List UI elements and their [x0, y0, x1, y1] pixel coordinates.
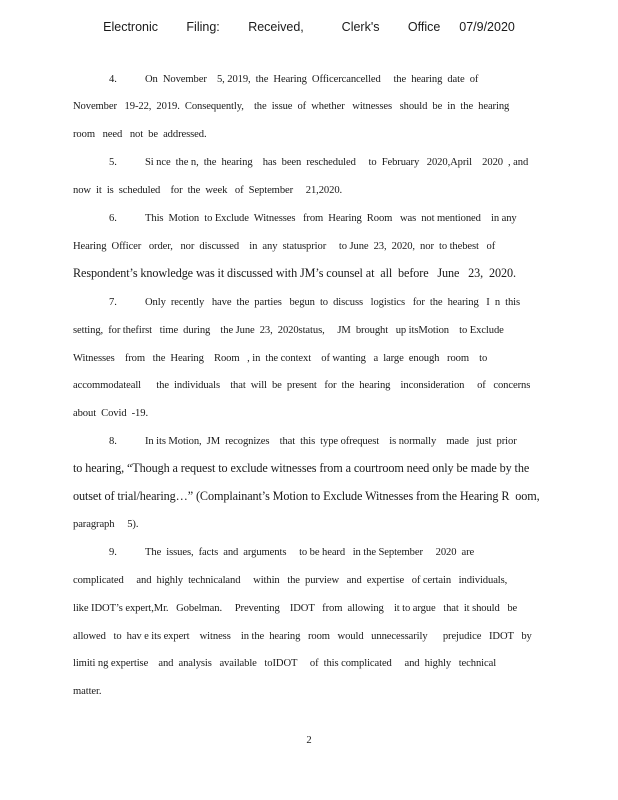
paragraph-number: 6.	[109, 213, 117, 224]
paragraph-text: Si nce the n, the hearing has been rescheduled to February 2020,April 2020 , and	[145, 157, 529, 168]
paragraph-7-line-1	[109, 296, 520, 309]
paragraph-9-line-4: allowed to hav e its expert witness in the hearing room would unnecessarily prejudice IDOT by	[73, 631, 532, 642]
paragraph-number: 4.	[109, 74, 117, 85]
paragraph-8-line-4: paragraph 5).	[73, 519, 139, 530]
paragraph-5-line-1	[109, 156, 528, 169]
paragraph-6-line-1	[109, 212, 517, 225]
paragraph-number: 5.	[109, 157, 117, 168]
paragraph-7-line-3: Witnesses from the Hearing Room , in the context of wanting a large enough room to	[73, 353, 488, 364]
paragraph-4-line-2: November 19-22, 2019. Consequently, the issue of whether witnesses should be in the hearing	[73, 101, 510, 112]
paragraph-9-line-6: matter.	[73, 686, 102, 697]
page-number: 2	[306, 735, 312, 746]
paragraph-text: In its Motion, JM recognizes that this type ofrequest is normally made just prior	[145, 436, 517, 447]
paragraph-text: On November 5, 2019, the Hearing Officercancelled the hearing date of	[145, 74, 479, 85]
paragraph-4-line-1	[109, 73, 478, 86]
paragraph-text: The issues, facts and arguments to be heard in the September 2020 are	[145, 547, 475, 558]
paragraph-9-line-2: complicated and highly technicaland within the purview and expertise of certain individuals,	[73, 575, 508, 586]
paragraph-6-line-3: Respondent’s knowledge was it discussed with JM’s counsel at all before June 23, 2020.	[73, 266, 516, 280]
paragraph-7-line-5: about Covid -19.	[73, 408, 148, 419]
paragraph-8-line-1	[109, 435, 517, 448]
paragraph-number: 9.	[109, 547, 117, 558]
paragraph-4-line-3: room need not be addressed.	[73, 129, 207, 140]
paragraph-9-line-1	[109, 546, 474, 559]
paragraph-7-line-4: accommodateall the individuals that will be present for the hearing inconsideration of concerns	[73, 380, 531, 391]
paragraph-number: 7.	[109, 297, 117, 308]
paragraph-5-line-2: now it is scheduled for the week of September 21,2020.	[73, 185, 343, 196]
paragraph-number: 8.	[109, 436, 117, 447]
paragraph-6-line-2: Hearing Officer order, nor discussed in any statusprior to June 23, 2020, nor to thebest of	[73, 241, 496, 252]
paragraph-text: Only recently have the parties begun to discuss logistics for the hearing I n this	[145, 297, 521, 308]
paragraph-text: This Motion to Exclude Witnesses from Hearing Room was not mentioned in any	[145, 213, 517, 224]
paragraph-9-line-5: limiti ng expertise and analysis available toIDOT of this complicated and highly technical	[73, 658, 497, 669]
paragraph-9-line-3: like IDOT’s expert,Mr. Gobelman. Preventing IDOT from allowing it to argue that it should be	[73, 603, 518, 614]
filing-header: Electronic Filing: Received, Clerk's Office 07/9/2020	[103, 20, 515, 34]
paragraph-7-line-2: setting, for thefirst time during the June 23, 2020status, JM brought up itsMotion to Exclude	[73, 325, 504, 336]
paragraph-8-line-3: outset of trial/hearing…” (Complainant’s Motion to Exclude Witnesses from the Hearing R oom,	[73, 489, 540, 503]
paragraph-8-line-2: to hearing, “Though a request to exclude witnesses from a courtroom need only be made by the	[73, 461, 530, 475]
